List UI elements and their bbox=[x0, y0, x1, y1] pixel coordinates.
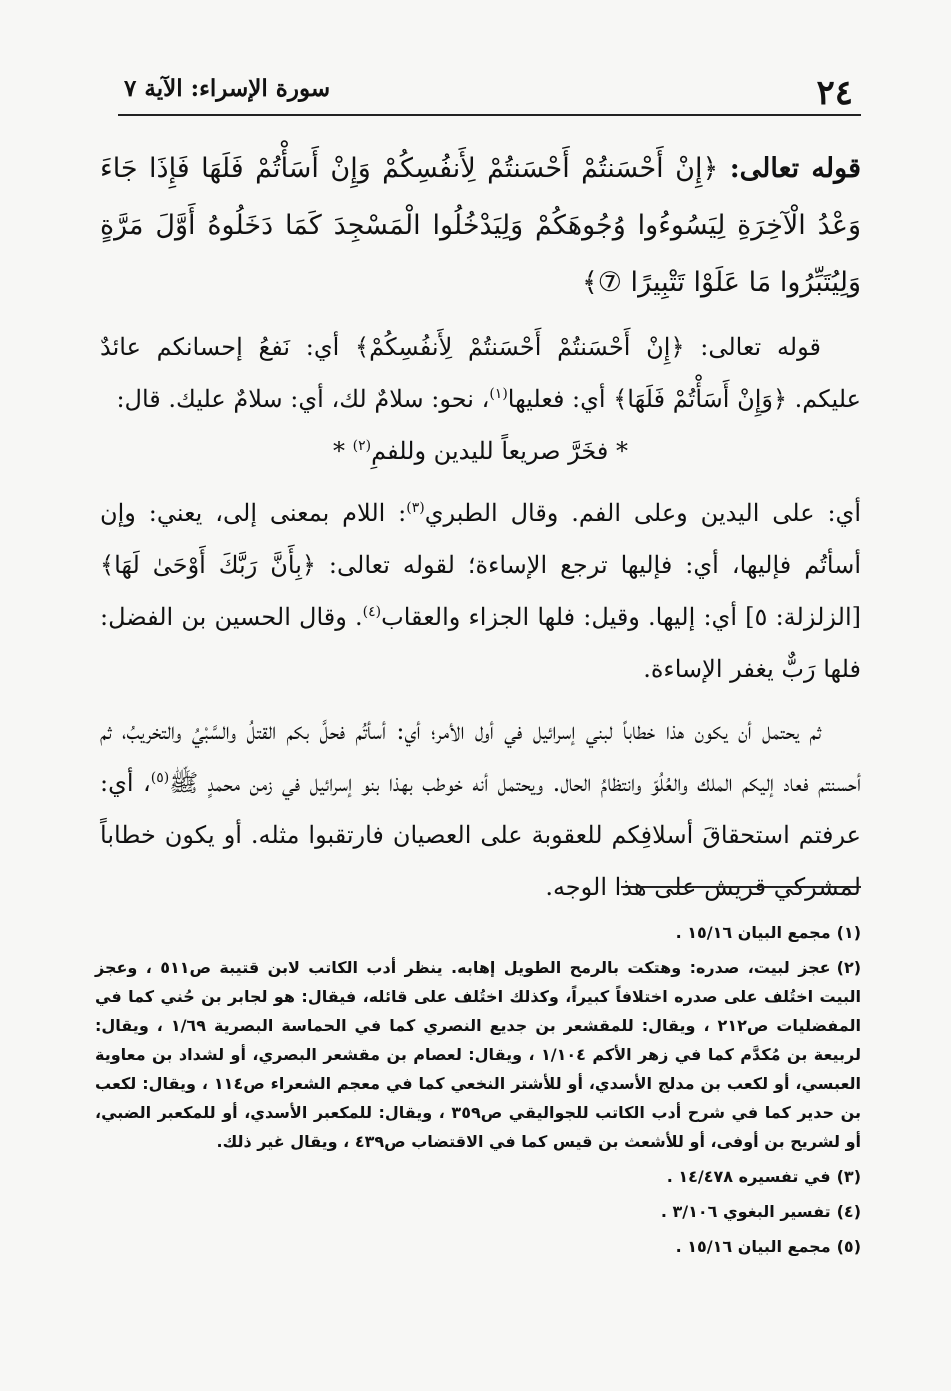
footnote-5 bbox=[95, 1232, 861, 1261]
footnotes bbox=[95, 918, 861, 1267]
footnote-text: عجز لبيت، صدره: وهتكت بالرمح الطويل إهابه. ينظر أدب الكاتب لابن قتيبة ص٥١١ ، وعجز البيت اختُلف على صدره اختلافاً كبيراً، وكذلك اختُلف على قائله، فيقال: هو لجابر بن حُني كما في المفضليات ص٢١٢ ، ويقال: للمقشعر بن جديع النصري كما في الحماسة البصرية ١/٦٩ ، ويقال: لربيعة بن مُكدَّم كما في زهر الأكم ١/١٠٤ ، ويقال: لعصام بن مقشعر البصري، أو لشداد بن معاوية العبسي، أو لكعب بن مدلج الأسدي، أو للأشتر النخعي كما في معجم الشعراء ص١١٤ ، ويقال: لكعب بن حدير كما في شرح أدب الكاتب للجواليقي ص٣٥٩ ، ويقال: للمكعبر الأسدي، أو للمكعبر الضبي، أو لشريح بن أوفى، أو للأشعث بن قيس كما في الاقتضاب ص٤٣٩ ، ويقال غير ذلك. bbox=[95, 958, 862, 1151]
poem-text: * فخَرَّ صريعاً لليدين وللفمِ bbox=[371, 437, 629, 465]
footnote-ref-3: (٣) bbox=[406, 500, 425, 516]
footnote-ref-4: (٤) bbox=[362, 604, 382, 620]
paragraph-2-text-c: . وقال الحسين بن الفضل: فلها رَبٌّ يغفر الإساءة. bbox=[100, 603, 861, 683]
footnote-separator bbox=[621, 886, 861, 888]
paragraph-1-text-b: ، نحو: سلامٌ لك، أي: سلامٌ عليك. قال: bbox=[116, 385, 490, 413]
footnote-4 bbox=[95, 1197, 861, 1226]
quran-verse: ﴿إِنْ أَحْسَنتُمْ أَحْسَنتُمْ لِأَنفُسِكُمْ وَإِنْ أَسَأْتُمْ فَلَهَا فَإِذَا جَاءَ وَعْدُ الْآخِرَةِ لِيَسُوءُوا وُجُوهَكُمْ وَلِيَدْخُلُوا الْمَسْجِدَ كَمَا دَخَلُوهُ أَوَّلَ مَرَّةٍ وَلِيُتَبِّرُوا مَا عَلَوْا تَتْبِيرًا ⑦﴾ bbox=[100, 153, 861, 298]
footnote-3 bbox=[95, 1162, 861, 1191]
page-header bbox=[118, 66, 861, 116]
paragraph-1-text-a: قوله تعالى: ﴿إِنْ أَحْسَنتُمْ أَحْسَنتُمْ لِأَنفُسِكُمْ﴾ أي: نَفعُ إحسانكم عائدٌ عليكم. ﴿وَإِنْ أَسَأْتُمْ فَلَهَا﴾ أي: فعليها bbox=[100, 333, 861, 413]
poem-line bbox=[100, 425, 861, 477]
paragraph-2 bbox=[100, 487, 861, 695]
footnote-ref-1: (١) bbox=[489, 386, 508, 402]
paragraph-1 bbox=[100, 321, 861, 425]
footnote-number: (٥) bbox=[836, 1237, 861, 1256]
paragraph-2-text-b: : اللام بمعنى إلى، يعني: وإن أسأتُم فإليها، أي: فإليها ترجع الإساءة؛ لقوله تعالى: ﴿بِأَنَّ رَبَّكَ أَوْحَىٰ لَهَا﴾ [الزلزلة: ٥] أي: إليها. وقيل: فلها الجزاء والعقاب bbox=[100, 499, 861, 631]
paragraph-3-text-b: ، أي: عرفتم استحقاقَ أسلافِكم للعقوبة على العصيان فارتقبوا مثله. أو يكون خطاباً لمشركي قريش على هذا الوجه. bbox=[100, 769, 862, 901]
paragraph-3 bbox=[100, 705, 861, 913]
footnote-text: تفسير البغوي ٣/١٠٦ . bbox=[660, 1202, 831, 1221]
footnote-text: في تفسيره ١٤/٤٧٨ . bbox=[666, 1167, 831, 1186]
footnote-text: مجمع البيان ١٥/١٦ . bbox=[675, 923, 831, 942]
paragraph-2-text-a: أي: على اليدين وعلى الفم. وقال الطبري bbox=[424, 499, 861, 527]
poem-end-mark: * bbox=[332, 437, 345, 465]
footnote-ref-5: (٥) bbox=[150, 770, 170, 786]
footnote-number: (٤) bbox=[836, 1202, 861, 1221]
verse-block bbox=[100, 140, 861, 311]
footnote-text: مجمع البيان ١٥/١٦ . bbox=[675, 1237, 831, 1256]
main-text bbox=[100, 140, 861, 913]
footnote-2 bbox=[95, 953, 861, 1156]
footnote-number: (١) bbox=[836, 923, 861, 942]
page-number: ٢٤ bbox=[816, 73, 853, 113]
running-title: سورة الإسراء: الآية ٧ bbox=[124, 75, 331, 102]
footnote-1 bbox=[95, 918, 861, 947]
footnote-number: (٢) bbox=[836, 958, 862, 977]
paragraph-3-text-a: ثم يحتمل أن يكون هذا خطاباً لبني إسرائيل في أول الأمر؛ أي: أسأتُم فحلَّ بكم القتلُ والسَّبْيُ والتخريبُ، ثم أحسنتم فعاد إليكم الملك والعُلُوّ وانتظامُ الحال. ويحتمل أنه خوطب بهذا بنو إسرائيل في زمن محمدٍ ﷺ bbox=[100, 717, 861, 797]
footnote-number: (٣) bbox=[836, 1167, 861, 1186]
footnote-ref-2: (٢) bbox=[352, 438, 372, 454]
verse-lead: قوله تعالى: bbox=[729, 153, 861, 184]
